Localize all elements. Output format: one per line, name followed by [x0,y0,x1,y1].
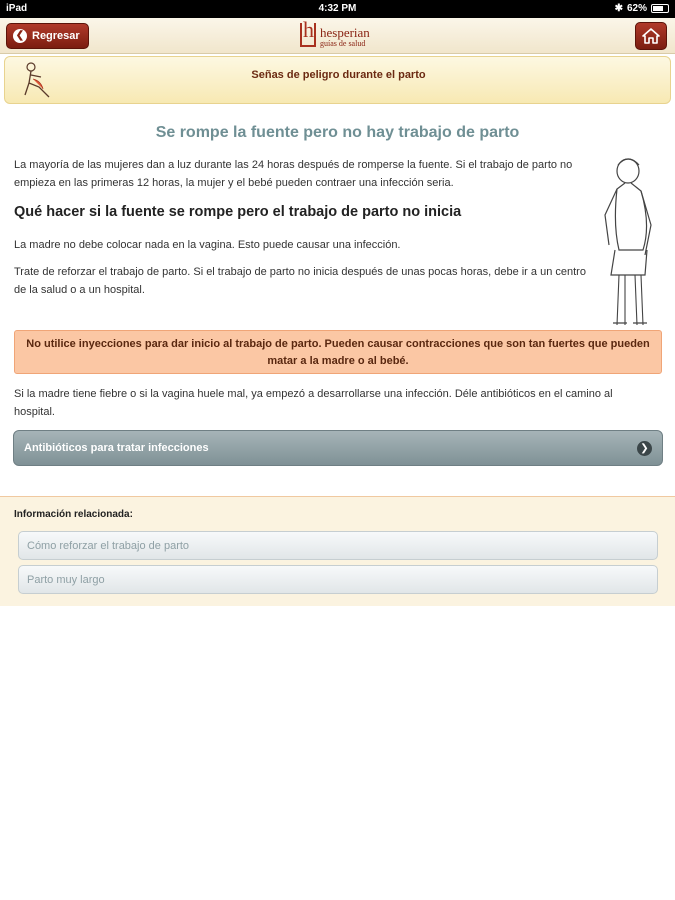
device-label: iPad [6,3,28,14]
clock: 4:32 PM [318,3,357,14]
article-subheading: Qué hacer si la fuente se rompe pero el trabajo de parto no inicia [14,204,462,220]
nav-bar [0,18,675,54]
back-button[interactable] [6,23,89,49]
back-button-label: Regresar [32,30,80,42]
article-paragraph-4: Si la madre tiene fiebre o si la vagina huele mal, ya empezó a desarrollarse una infección. Déle antibióticos en el camino al hospital. [14,388,613,418]
battery-icon [651,4,669,13]
home-icon [642,28,660,44]
chevron-left-icon: ❮ [13,29,27,43]
topic-button-label: Antibióticos para tratar infecciones [24,442,209,454]
antibiotics-topic-button[interactable] [13,430,663,466]
article-title: Se rompe la fuente pero no hay trabajo de parto [155,124,520,141]
home-button[interactable] [635,22,667,50]
related-info-section [0,496,675,606]
warning-box: No utilice inyecciones para dar inicio al trabajo de parto. Pueden causar contracciones que son tan fuertes que pueden matar a la madre o al bebé. [14,330,662,374]
article-paragraph-3: Trate de reforzar el trabajo de parto. Si el trabajo de parto no inicia después de unas pocas horas, debe ir a un centro de la salud o a un hospital. [14,266,586,296]
related-link-reforzar[interactable]: Cómo reforzar el trabajo de parto [18,531,658,560]
pregnant-woman-illustration [595,155,657,330]
logo-subtitle: guías de salud [320,39,366,48]
related-heading: Información relacionada: [14,509,133,520]
article-paragraph-1: La mayoría de las mujeres dan a luz durante las 24 horas después de romperse la fuente. Si el trabajo de parto no empieza en las primeras 12 horas, la mujer y el bebé pueden contraer una infección seria. [14,159,573,189]
related-link-parto-largo[interactable]: Parto muy largo [18,565,658,594]
section-header [4,56,671,104]
battery-percent: 62% [626,3,647,14]
article-paragraph-2: La madre no debe colocar nada en la vagina. Esto puede causar una infección. [14,239,401,251]
section-title: Señas de peligro durante el parto [251,69,426,81]
bluetooth-icon: ✱ [614,3,623,14]
status-bar [0,0,675,18]
logo-name: hesperian [320,25,370,40]
woman-in-labor-icon [19,61,55,101]
status-right [615,3,669,14]
chevron-right-icon: ❯ [637,441,652,456]
logo-mark [300,23,316,47]
hesperian-logo [298,21,380,51]
